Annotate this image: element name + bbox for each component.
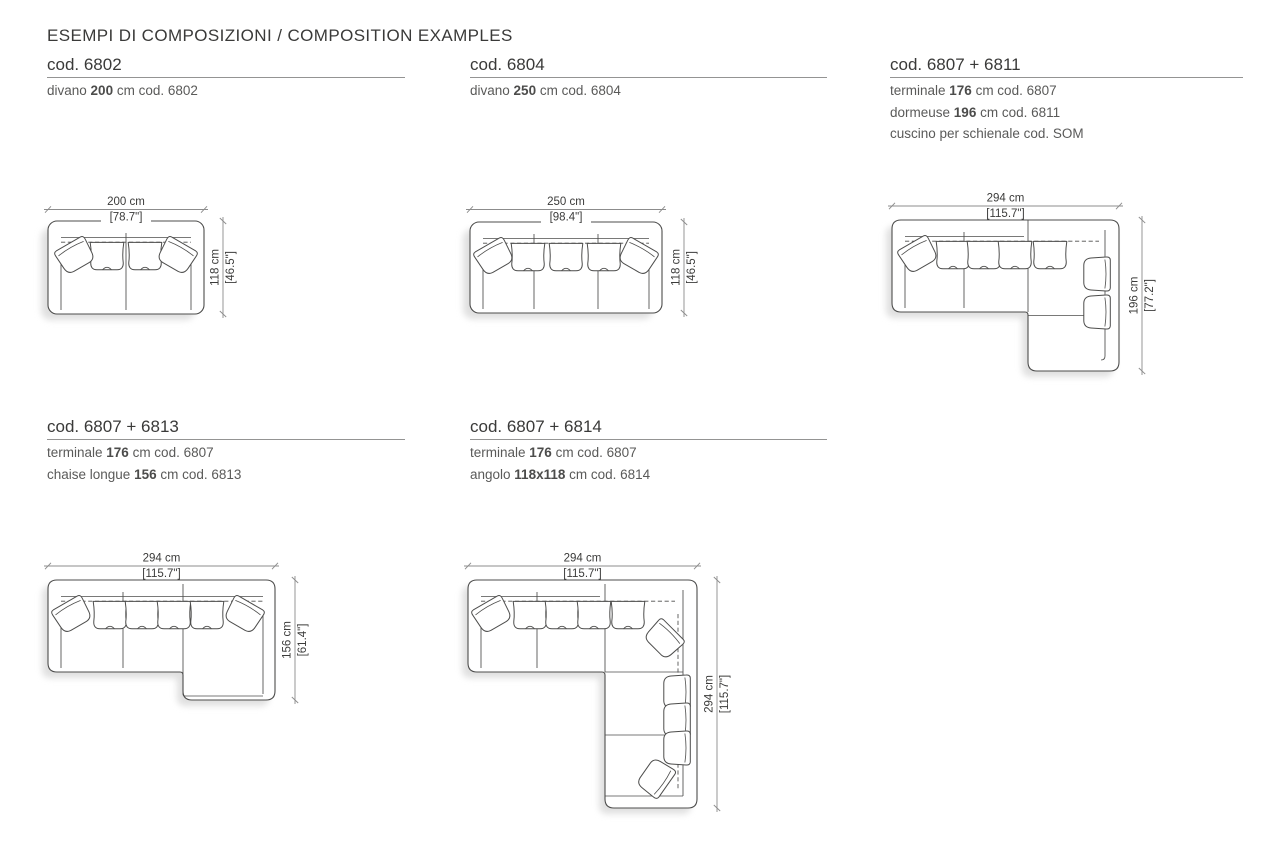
dim-depth-inches: [46.5"] — [225, 251, 238, 284]
dim-width-cm: 294 cm — [563, 552, 602, 565]
dim-depth-cm: 294 cm — [703, 675, 716, 713]
dimension-width — [466, 196, 666, 224]
composition-code: cod. 6807 + 6813 — [47, 417, 405, 440]
dim-width-cm: 294 cm — [142, 552, 181, 565]
back-cushion — [90, 242, 124, 269]
back-cushion — [1033, 241, 1067, 268]
dim-width-inches: [115.7"] — [563, 568, 602, 581]
sofa-top-view — [48, 221, 204, 314]
page-title: ESEMPI DI COMPOSIZIONI / COMPOSITION EXAMPLES — [47, 26, 513, 45]
back-cushion — [545, 601, 579, 628]
side-cushion — [664, 731, 691, 765]
back-cushion — [998, 241, 1032, 268]
dim-depth-cm: 118 cm — [670, 249, 683, 286]
dim-depth-inches: [77.2"] — [1144, 279, 1157, 312]
dim-depth-inches: [61.4"] — [297, 623, 310, 657]
back-cushion — [190, 601, 224, 628]
composition-desc-line: terminale 176 cm cod. 6807 — [47, 445, 214, 460]
dim-width-cm: 250 cm — [547, 196, 585, 208]
dimension-depth — [1129, 216, 1157, 375]
diagram-sofa-6802 — [30, 186, 255, 336]
composition-code: cod. 6807 + 6814 — [470, 417, 827, 440]
sofa-top-view — [468, 580, 697, 808]
dimension-depth — [704, 576, 732, 812]
composition-desc-line: terminale 176 cm cod. 6807 — [890, 83, 1057, 98]
composition-block-6807-6814 — [470, 417, 827, 483]
composition-block-6807-6813 — [47, 417, 405, 483]
dim-width-cm: 200 cm — [107, 196, 145, 208]
diagram-sofa-6807-6811 — [874, 184, 1174, 389]
dim-depth-inches: [46.5"] — [686, 251, 699, 284]
back-cushion — [967, 241, 1001, 268]
back-cushion — [93, 601, 127, 628]
composition-desc-line: dormeuse 196 cm cod. 6811 — [890, 104, 1061, 120]
composition-block-6807-6811 — [890, 55, 1243, 143]
dim-depth-cm: 118 cm — [209, 249, 222, 286]
back-cushion — [936, 241, 970, 268]
dimension-width — [44, 553, 279, 581]
dimension-width — [44, 196, 208, 224]
sofa-top-view — [892, 220, 1119, 371]
composition-desc-line: divano 250 cm cod. 6804 — [470, 83, 621, 98]
dimension-depth — [671, 218, 699, 317]
dim-width-cm: 294 cm — [986, 192, 1025, 205]
back-cushion — [128, 242, 162, 269]
composition-desc-line: chaise longue 156 cm cod. 6813 — [47, 466, 242, 482]
diagram-sofa-6807-6813 — [30, 544, 325, 729]
dim-depth-cm: 196 cm — [1128, 276, 1141, 315]
side-cushion — [1084, 257, 1111, 291]
dim-width-inches: [78.7"] — [109, 211, 143, 224]
composition-desc-line: cuscino per schienale cod. SOM — [890, 126, 1084, 141]
composition-code: cod. 6804 — [470, 55, 827, 78]
composition-desc-line: divano 200 cm cod. 6802 — [47, 83, 198, 98]
back-cushion — [549, 243, 583, 270]
back-cushion — [157, 601, 191, 628]
dim-width-inches: [98.4"] — [549, 211, 583, 224]
dim-depth-cm: 156 cm — [281, 621, 294, 659]
back-cushion — [611, 601, 645, 628]
composition-code: cod. 6802 — [47, 55, 405, 78]
composition-code: cod. 6807 + 6811 — [890, 55, 1243, 78]
dimension-width — [464, 553, 701, 581]
dimension-depth — [210, 217, 238, 318]
composition-block-6802 — [47, 55, 405, 100]
back-cushion — [587, 243, 621, 270]
dim-width-inches: [115.7"] — [986, 208, 1025, 221]
sofa-top-view — [470, 222, 662, 313]
diagram-sofa-6804 — [452, 186, 697, 336]
back-cushion — [577, 601, 611, 628]
back-cushion — [513, 601, 547, 628]
composition-block-6804 — [470, 55, 827, 100]
diagram-sofa-6807-6814 — [450, 544, 755, 841]
sofa-top-view — [48, 580, 275, 700]
dimension-width — [888, 193, 1123, 221]
dim-depth-inches: [115.7"] — [719, 674, 732, 714]
back-cushion — [125, 601, 159, 628]
dim-width-inches: [115.7"] — [142, 568, 181, 581]
dimension-depth — [282, 576, 310, 704]
back-cushion — [511, 243, 545, 270]
composition-desc-line: angolo 118x118 cm cod. 6814 — [470, 466, 651, 482]
composition-desc-line: terminale 176 cm cod. 6807 — [470, 445, 637, 460]
side-cushion — [1084, 295, 1111, 329]
